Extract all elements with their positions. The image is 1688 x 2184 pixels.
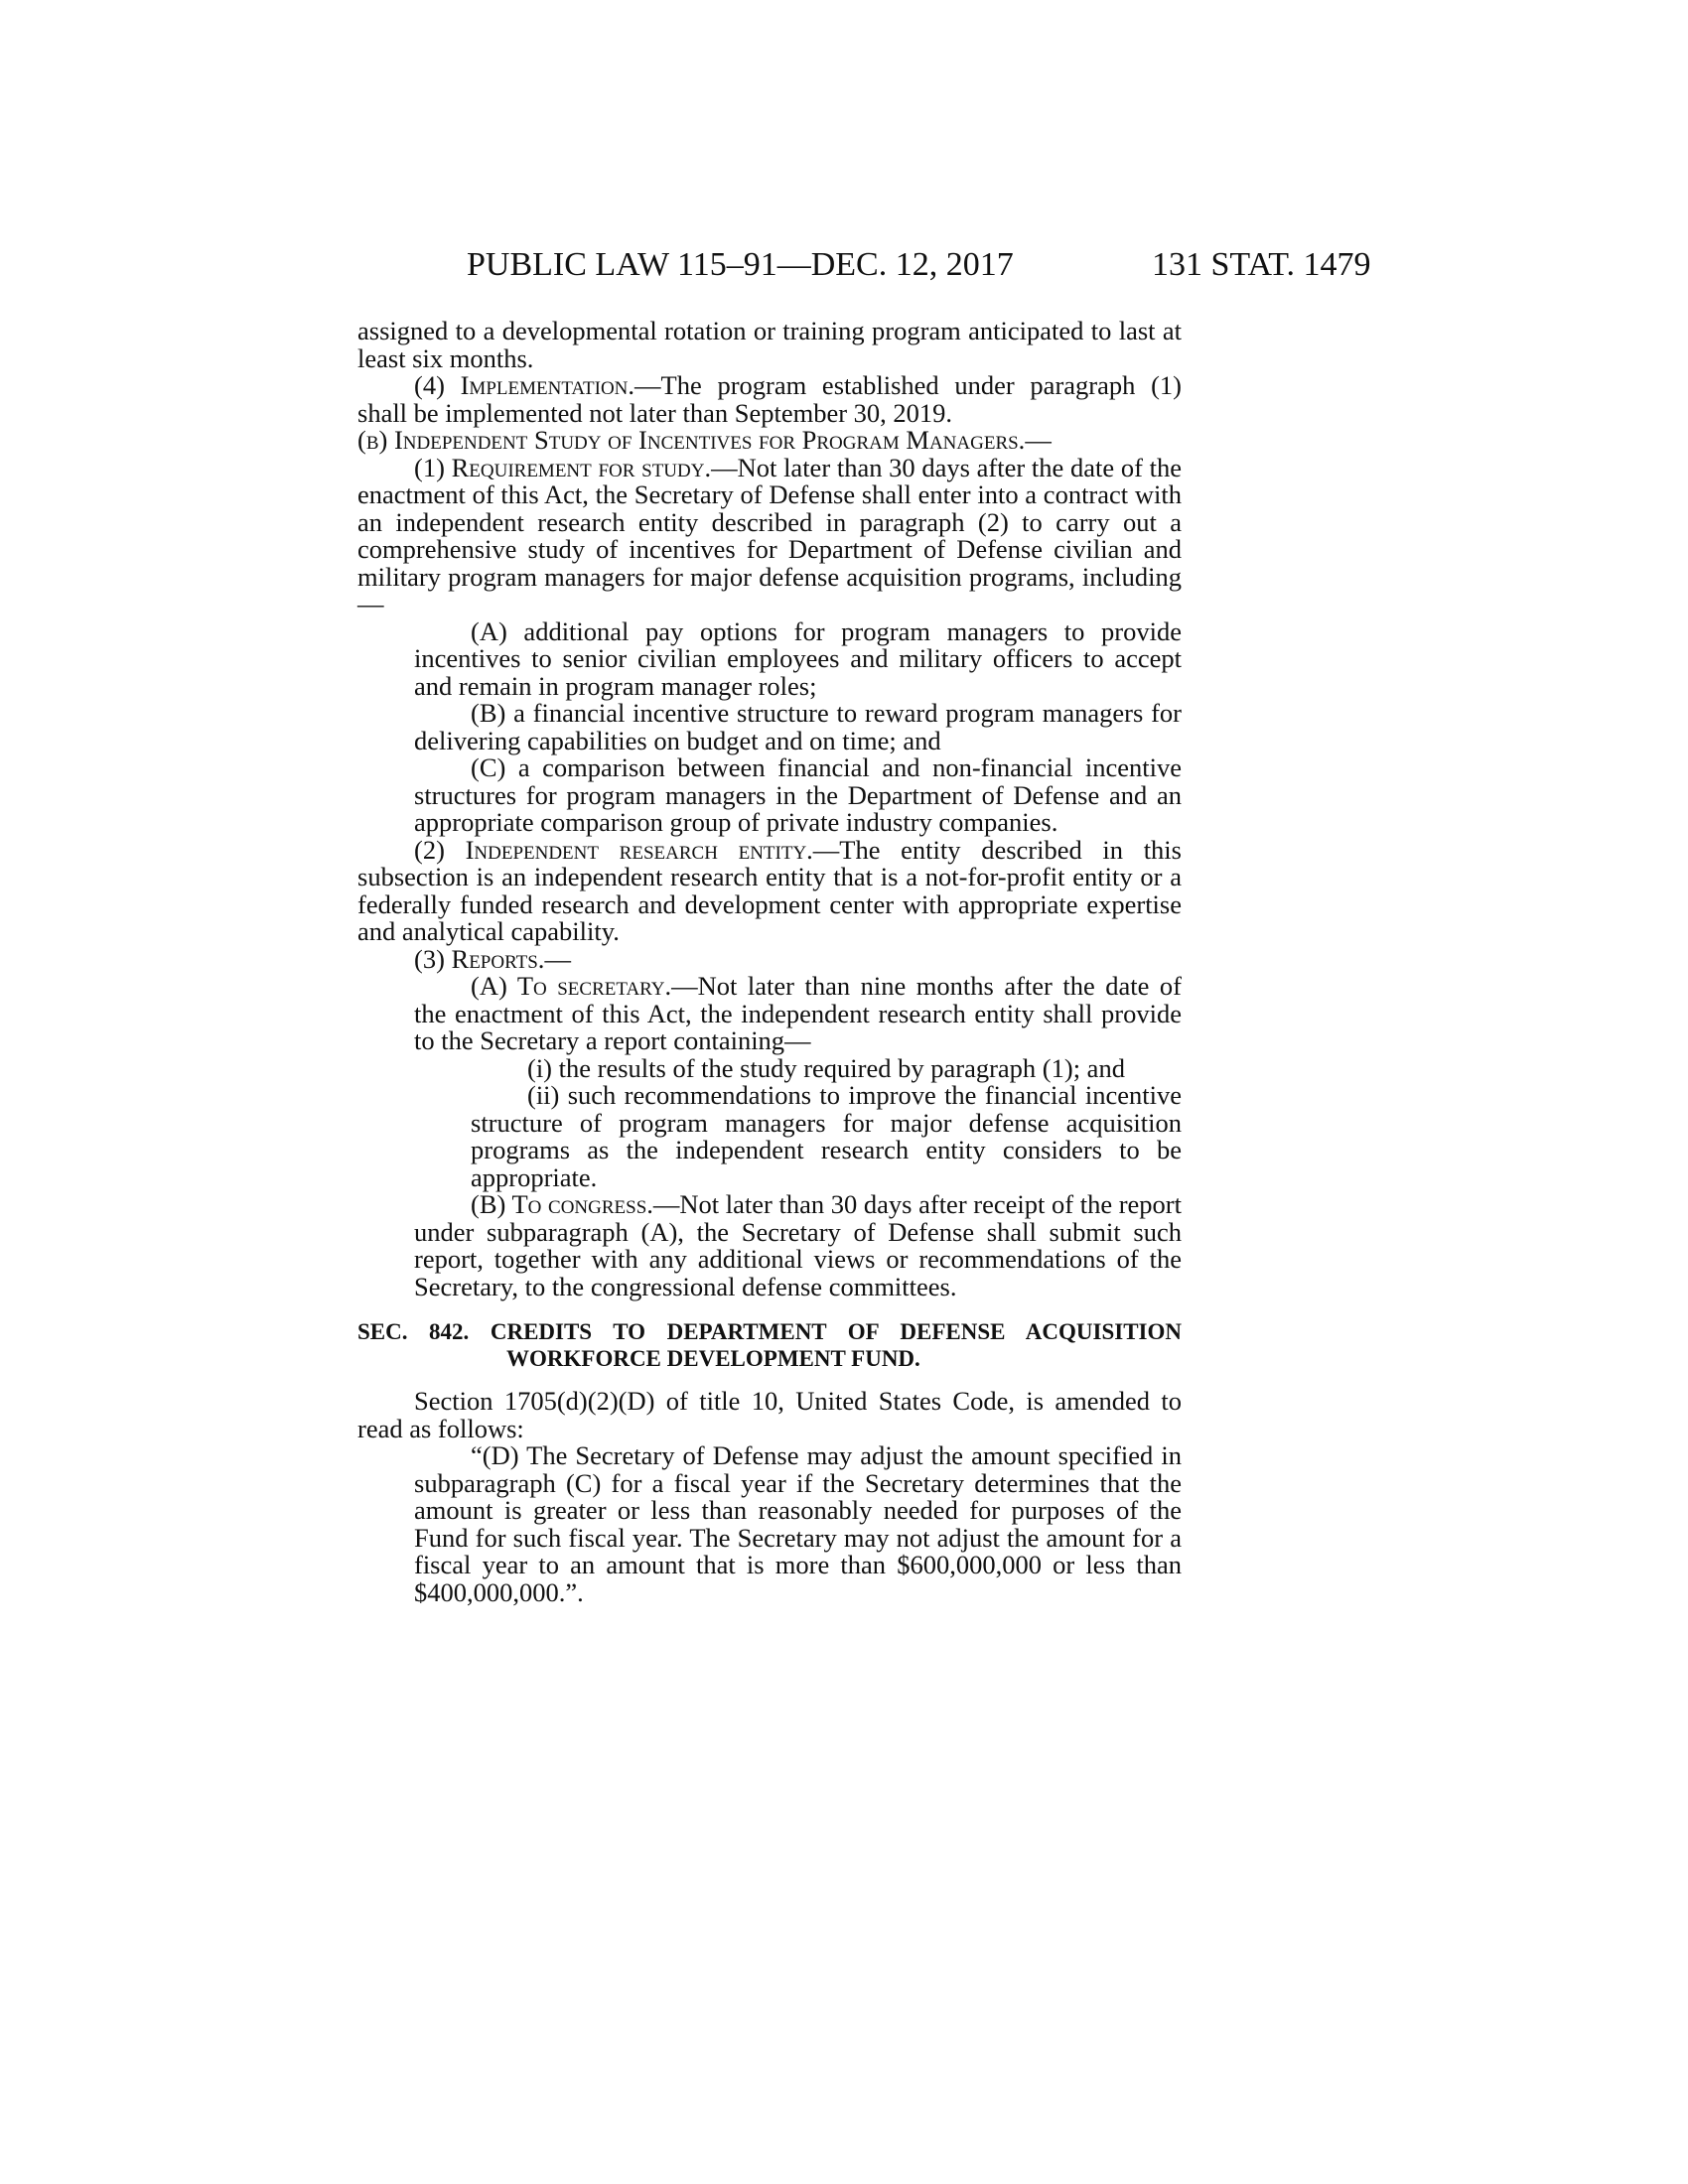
reports-list: [357, 973, 1182, 1300]
subparagraph-text: —Not later than nine months after the date of the enactment of this Act, the independent research entity shall provide to the Secretary a report containing—: [414, 971, 1183, 1055]
clause-i: (i) the results of the study required by paragraph (1); and: [527, 1052, 1125, 1083]
subsection-dash: —: [1025, 425, 1052, 455]
subsection-b-heading: [357, 427, 1182, 455]
subparagraph-list: [357, 615, 1182, 837]
subparagraph-a: (A) additional pay options for program managers to provide incentives to senior civilian employees and military officers to accept and remain in program manager roles;: [414, 615, 1182, 701]
paragraph-heading: (2) Independent research entity.: [414, 834, 813, 865]
subparagraph-text: —Not later than 30 days after receipt of the report under subparagraph (A), the Secretary of Defense shall submit such report, together with any additional views or recommendations of the Secretary, to the congressional defense committees.: [414, 1189, 1182, 1301]
paragraph-implementation: [357, 372, 1182, 427]
paragraph-text: —Not later than 30 days after the date of the enactment of this Act, the Secretary of Defense shall enter into a contract with an independent research entity described in paragraph (2) to carry out a comprehensive study of incentives for Department of Defense civilian and military program managers for major defense acquisition programs, including—: [357, 452, 1182, 618]
page-body: [357, 318, 1182, 1606]
subparagraph-b: (B) a financial incentive structure to reward program managers for delivering capabilities on budget and on time; and: [414, 698, 1182, 755]
paragraph-heading: (4) Implementation.: [414, 370, 635, 400]
paragraph-reports: [357, 943, 1182, 974]
paragraph-text: —The entity described in this subsection is an independent research entity that is a not-for-profit entity or a federally funded research and development center with appropriate expertise and analytical capability.: [357, 834, 1182, 946]
section-heading: SEC. 842. CREDITS TO DEPARTMENT OF DEFENSE ACQUISITION WORKFORCE DEVELOPMENT FUND.: [357, 1319, 1182, 1371]
paragraph-independent-research-entity: [357, 834, 1182, 946]
clause-list: [414, 1052, 1182, 1192]
paragraph-heading: (3) Reports.: [414, 943, 545, 974]
subparagraph-heading: (A) To secretary.: [471, 971, 672, 1001]
subparagraph-c: (C) a comparison between financial and non-financial incentive structures for program managers in the Department of Defense and an appropriate comparison group of private industry companies.: [414, 752, 1182, 837]
paragraph-heading: (1) Requirement for study.: [414, 452, 712, 482]
paragraph-requirement-for-study: [357, 452, 1182, 618]
running-header-stat-page: 131 STAT. 1479: [1152, 246, 1371, 283]
clause-ii: (ii) such recommendations to improve the financial incentive structure of program managers for major defense acquisition programs as the independent research entity considers to be appropriate.: [471, 1080, 1182, 1192]
paragraph-dash: —: [544, 943, 571, 974]
running-header-title: PUBLIC LAW 115–91—DEC. 12, 2017: [467, 246, 1014, 283]
subparagraph-to-congress: [414, 1191, 1182, 1300]
quoted-subparagraph-d: “(D) The Secretary of Defense may adjust the amount specified in subparagraph (C) for a fiscal year if the Secretary determines that the amount is greater or less than reasonably needed for purposes of the Fund for such fiscal year. The Secretary may not adjust the amount for a fiscal year to an amount that is more than $600,000,000 or less than $400,000,000.”.: [414, 1440, 1182, 1607]
subsection-heading: (b) Independent Study of Incentives for Program Managers.: [357, 425, 1026, 455]
paragraph-text: —The program established under paragraph (1) shall be implemented not later than September 30, 2019.: [357, 370, 1182, 428]
subparagraph-heading: (B) To congress.: [471, 1189, 653, 1219]
paragraph-section-amendment: Section 1705(d)(2)(D) of title 10, United States Code, is amended to read as follows:: [357, 1386, 1182, 1443]
paragraph-continuation: assigned to a developmental rotation or training program anticipated to last at least six months.: [357, 316, 1182, 373]
quoted-text-block: [357, 1442, 1182, 1606]
subparagraph-to-secretary: [414, 973, 1182, 1055]
